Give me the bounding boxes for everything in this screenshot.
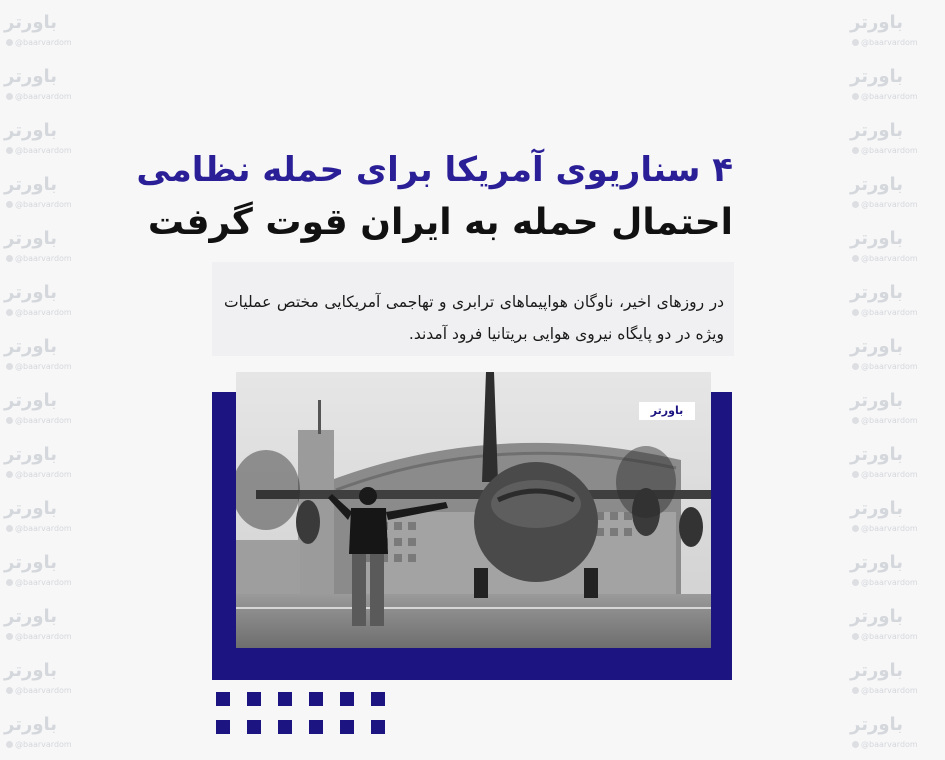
watermark-logo: باورتر <box>4 714 58 735</box>
social-icon <box>6 525 13 532</box>
watermark-logo: باورتر <box>4 12 58 33</box>
social-icon <box>852 309 859 316</box>
watermark-handle: @baarvardom <box>852 470 918 479</box>
watermark-handle: @baarvardom <box>852 632 918 641</box>
watermark-item <box>848 494 945 544</box>
news-photo <box>236 372 711 648</box>
social-icon <box>852 579 859 586</box>
social-icon <box>852 147 859 154</box>
watermark-logo: باورتر <box>850 228 904 249</box>
watermark-item <box>848 440 945 490</box>
watermark-handle: @baarvardom <box>6 254 72 263</box>
watermark-item <box>2 710 102 760</box>
watermark-item <box>2 602 102 652</box>
watermark-item <box>2 548 102 598</box>
watermark-logo: باورتر <box>850 12 904 33</box>
watermark-item <box>2 170 102 220</box>
decorative-square <box>216 692 230 706</box>
social-icon <box>6 255 13 262</box>
watermark-logo: باورتر <box>850 120 904 141</box>
watermark-item <box>2 332 102 382</box>
social-icon <box>6 579 13 586</box>
watermark-logo: باورتر <box>4 282 58 303</box>
watermark-handle: @baarvardom <box>6 416 72 425</box>
decorative-square <box>340 692 354 706</box>
watermark-item <box>2 656 102 706</box>
watermark-handle: @baarvardom <box>6 92 72 101</box>
social-icon <box>852 255 859 262</box>
social-icon <box>6 201 13 208</box>
watermark-item <box>848 548 945 598</box>
watermark-logo: باورتر <box>4 390 58 411</box>
watermark-handle: @baarvardom <box>6 362 72 371</box>
social-icon <box>6 309 13 316</box>
watermark-handle: @baarvardom <box>6 578 72 587</box>
headline-line-1: ۴ سناریوی آمریکا برای حمله نظامی <box>136 150 733 190</box>
watermark-logo: باورتر <box>850 66 904 87</box>
watermark-item <box>2 386 102 436</box>
watermark-logo: باورتر <box>4 552 58 573</box>
watermark-logo: باورتر <box>4 174 58 195</box>
social-icon <box>6 147 13 154</box>
watermark-handle: @baarvardom <box>852 308 918 317</box>
watermark-handle: @baarvardom <box>852 200 918 209</box>
watermark-item <box>2 8 102 58</box>
social-icon <box>6 471 13 478</box>
watermark-item <box>848 170 945 220</box>
watermark-item <box>848 224 945 274</box>
headline-line-2: احتمال حمله به ایران قوت گرفت <box>147 202 733 243</box>
watermark-logo: باورتر <box>850 498 904 519</box>
watermark-logo: باورتر <box>850 282 904 303</box>
watermark-logo: باورتر <box>850 714 904 735</box>
watermark-logo: باورتر <box>850 174 904 195</box>
watermark-item <box>2 224 102 274</box>
decorative-square <box>371 720 385 734</box>
watermark-handle: @baarvardom <box>6 38 72 47</box>
decorative-square <box>278 720 292 734</box>
body-text-box <box>212 262 734 356</box>
decorative-square <box>309 720 323 734</box>
social-icon <box>852 525 859 532</box>
watermark-column-right <box>848 0 945 756</box>
watermark-logo: باورتر <box>4 66 58 87</box>
social-icon <box>6 633 13 640</box>
decorative-squares <box>212 692 392 742</box>
social-icon <box>6 741 13 748</box>
watermark-logo: باورتر <box>850 336 904 357</box>
watermark-handle: @baarvardom <box>6 632 72 641</box>
watermark-item <box>2 62 102 112</box>
social-icon <box>852 363 859 370</box>
social-icon <box>852 633 859 640</box>
photo-logo-watermark: باورتر <box>639 402 695 420</box>
watermark-logo: باورتر <box>4 660 58 681</box>
decorative-square <box>278 692 292 706</box>
social-icon <box>852 471 859 478</box>
body-paragraph: در روزهای اخیر، ناوگان هواپیماهای ترابری و تهاجمی آمریکایی مختص عملیات ویژه در دو پایگاه نیروی هوایی بریتانیا فرود آمدند. <box>224 293 724 343</box>
watermark-handle: @baarvardom <box>6 146 72 155</box>
decorative-square <box>309 692 323 706</box>
watermark-handle: @baarvardom <box>6 308 72 317</box>
social-icon <box>6 687 13 694</box>
watermark-logo: باورتر <box>4 498 58 519</box>
watermark-logo: باورتر <box>850 606 904 627</box>
watermark-handle: @baarvardom <box>6 686 72 695</box>
decorative-square <box>340 720 354 734</box>
watermark-handle: @baarvardom <box>852 92 918 101</box>
social-icon <box>6 93 13 100</box>
watermark-handle: @baarvardom <box>6 740 72 749</box>
watermark-handle: @baarvardom <box>852 686 918 695</box>
watermark-item <box>848 62 945 112</box>
decorative-square <box>216 720 230 734</box>
watermark-logo: باورتر <box>850 444 904 465</box>
social-icon <box>852 39 859 46</box>
social-icon <box>6 39 13 46</box>
watermark-handle: @baarvardom <box>852 524 918 533</box>
watermark-item <box>2 278 102 328</box>
watermark-logo: باورتر <box>850 660 904 681</box>
watermark-handle: @baarvardom <box>852 254 918 263</box>
watermark-handle: @baarvardom <box>852 578 918 587</box>
watermark-handle: @baarvardom <box>852 362 918 371</box>
social-icon <box>852 687 859 694</box>
watermark-item <box>2 494 102 544</box>
watermark-logo: باورتر <box>4 336 58 357</box>
decorative-square <box>247 692 261 706</box>
watermark-item <box>848 332 945 382</box>
watermark-item <box>848 278 945 328</box>
social-icon <box>852 417 859 424</box>
watermark-handle: @baarvardom <box>6 200 72 209</box>
watermark-handle: @baarvardom <box>852 38 918 47</box>
watermark-item <box>848 656 945 706</box>
decorative-square <box>247 720 261 734</box>
watermark-item <box>848 602 945 652</box>
social-icon <box>6 363 13 370</box>
watermark-logo: باورتر <box>4 228 58 249</box>
watermark-logo: باورتر <box>850 552 904 573</box>
watermark-handle: @baarvardom <box>6 470 72 479</box>
social-icon <box>6 417 13 424</box>
social-icon <box>852 201 859 208</box>
watermark-item <box>2 116 102 166</box>
watermark-logo: باورتر <box>4 444 58 465</box>
watermark-handle: @baarvardom <box>852 740 918 749</box>
watermark-item <box>848 116 945 166</box>
watermark-column-left <box>2 0 102 756</box>
decorative-square <box>371 692 385 706</box>
watermark-logo: باورتر <box>4 606 58 627</box>
watermark-handle: @baarvardom <box>6 524 72 533</box>
social-icon <box>852 93 859 100</box>
watermark-item <box>2 440 102 490</box>
watermark-item <box>848 8 945 58</box>
watermark-logo: باورتر <box>850 390 904 411</box>
watermark-handle: @baarvardom <box>852 146 918 155</box>
watermark-item <box>848 386 945 436</box>
watermark-logo: باورتر <box>4 120 58 141</box>
social-icon <box>852 741 859 748</box>
watermark-handle: @baarvardom <box>852 416 918 425</box>
watermark-item <box>848 710 945 760</box>
